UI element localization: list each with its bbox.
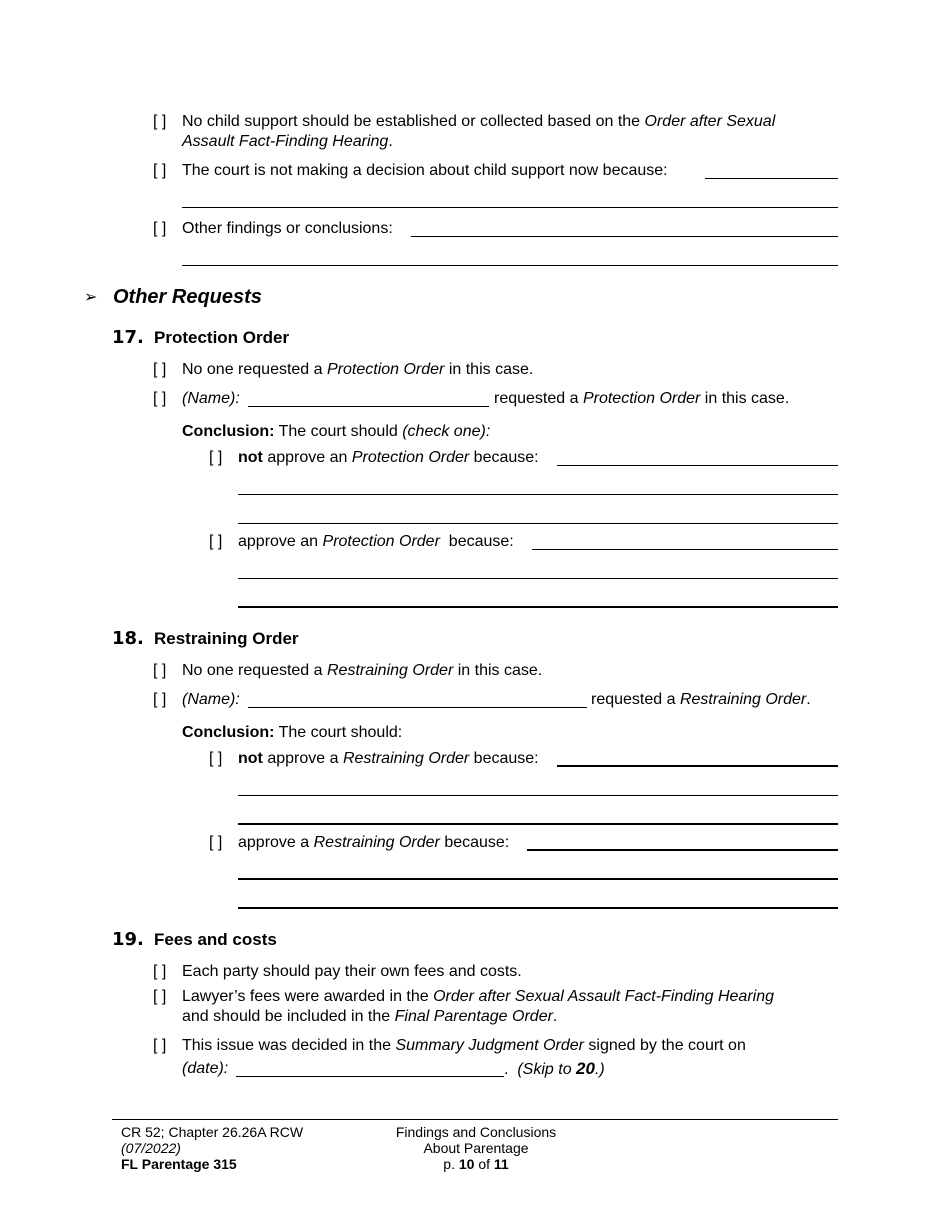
footer-divider — [112, 1119, 838, 1120]
footer-doc-title: Findings and Conclusions — [395, 1124, 557, 1140]
other-findings-line[interactable] — [411, 236, 838, 237]
section-17-title: Protection Order — [154, 328, 290, 347]
checkbox-own-fees[interactable]: [ ] — [153, 963, 167, 980]
footer-page-number: p. 10 of 11 — [443, 1156, 509, 1172]
summary-judgment-text: This issue was decided in the Summary Judgment Order signed by the court on — [182, 1037, 746, 1054]
checkbox-no-restraining-request[interactable]: [ ] — [153, 662, 167, 679]
checkbox-summary-judgment[interactable]: [ ] — [153, 1037, 167, 1054]
section-17-number: 17. — [112, 327, 144, 348]
checkbox-approve-protection[interactable]: [ ] — [209, 533, 223, 550]
approve-restraining-reason-line[interactable] — [527, 849, 838, 851]
other-requests-bullet-icon: ➢ — [84, 289, 98, 306]
checkbox-no-protection-request[interactable]: [ ] — [153, 361, 167, 378]
approve-protection-reason-line-3[interactable] — [238, 606, 838, 608]
not-deciding-reason-line[interactable] — [705, 178, 838, 179]
no-child-support-text: No child support should be established or collected based on the Order after Sexual — [182, 113, 776, 130]
restraining-conclusion: Conclusion: The court should: — [182, 724, 403, 741]
summary-judgment-date-line[interactable] — [236, 1076, 504, 1077]
protection-requested-text: requested a Protection Order in this case. — [494, 390, 790, 407]
other-findings-label: Other findings or conclusions: — [182, 220, 393, 237]
checkbox-protection-requested[interactable]: [ ] — [153, 390, 167, 407]
section-18-number: 18. — [112, 628, 144, 649]
protection-requester-name-line[interactable] — [248, 406, 489, 407]
not-approve-restraining-reason-line-3[interactable] — [238, 823, 838, 825]
protection-conclusion: Conclusion: The court should (check one): — [182, 423, 491, 440]
checkbox-not-approve-protection[interactable]: [ ] — [209, 449, 223, 466]
approve-protection-text: approve an Protection Order because: — [238, 533, 514, 550]
not-approve-protection-reason-line-2[interactable] — [238, 494, 838, 495]
not-approve-restraining-text: not approve a Restraining Order because: — [238, 750, 539, 767]
not-deciding-reason-line-2[interactable] — [182, 207, 838, 208]
section-19-number: 19. — [112, 929, 144, 950]
other-findings-line-2[interactable] — [182, 265, 838, 266]
checkbox-approve-restraining[interactable]: [ ] — [209, 834, 223, 851]
approve-restraining-reason-line-2[interactable] — [238, 878, 838, 880]
approve-restraining-reason-line-3[interactable] — [238, 907, 838, 909]
checkbox-not-deciding-support[interactable]: [ ] — [153, 162, 167, 179]
checkbox-restraining-requested[interactable]: [ ] — [153, 691, 167, 708]
skip-to-20-note: . (Skip to 20.) — [504, 1059, 605, 1078]
not-approve-protection-reason-line-3[interactable] — [238, 523, 838, 524]
date-label: (date): — [182, 1060, 229, 1077]
not-approve-protection-text: not approve an Protection Order because: — [238, 449, 539, 466]
section-19-title: Fees and costs — [154, 930, 277, 949]
restraining-name-label: (Name): — [182, 691, 240, 708]
not-approve-restraining-reason-line-2[interactable] — [238, 795, 838, 796]
other-requests-heading: Other Requests — [113, 286, 262, 308]
no-restraining-request-text: No one requested a Restraining Order in this case. — [182, 662, 543, 679]
approve-protection-reason-line-2[interactable] — [238, 578, 838, 579]
not-approve-restraining-reason-line[interactable] — [557, 765, 838, 767]
restraining-requester-name-line[interactable] — [248, 707, 587, 708]
footer-statute: CR 52; Chapter 26.26A RCW — [121, 1124, 304, 1140]
checkbox-no-child-support[interactable]: [ ] — [153, 113, 167, 130]
footer-doc-subtitle: About Parentage — [423, 1140, 529, 1156]
restraining-requested-text: requested a Restraining Order. — [591, 691, 811, 708]
no-child-support-text-line2: Assault Fact-Finding Hearing. — [182, 133, 393, 150]
approve-protection-reason-line[interactable] — [532, 549, 838, 550]
section-18-title: Restraining Order — [154, 629, 299, 648]
not-deciding-support-text: The court is not making a decision about child support now because: — [182, 162, 668, 179]
lawyer-fees-text: Lawyer’s fees were awarded in the Order after Sexual Assault Fact-Finding Hearing — [182, 988, 774, 1005]
not-approve-protection-reason-line[interactable] — [557, 465, 838, 466]
footer-form-number: FL Parentage 315 — [121, 1156, 237, 1172]
checkbox-other-findings[interactable]: [ ] — [153, 220, 167, 237]
checkbox-lawyer-fees[interactable]: [ ] — [153, 988, 167, 1005]
approve-restraining-text: approve a Restraining Order because: — [238, 834, 510, 851]
footer-revision-date: (07/2022) — [121, 1140, 181, 1156]
lawyer-fees-text-line2: and should be included in the Final Parentage Order. — [182, 1008, 558, 1025]
no-protection-request-text: No one requested a Protection Order in this case. — [182, 361, 534, 378]
own-fees-text: Each party should pay their own fees and costs. — [182, 963, 522, 980]
protection-name-label: (Name): — [182, 390, 240, 407]
checkbox-not-approve-restraining[interactable]: [ ] — [209, 750, 223, 767]
